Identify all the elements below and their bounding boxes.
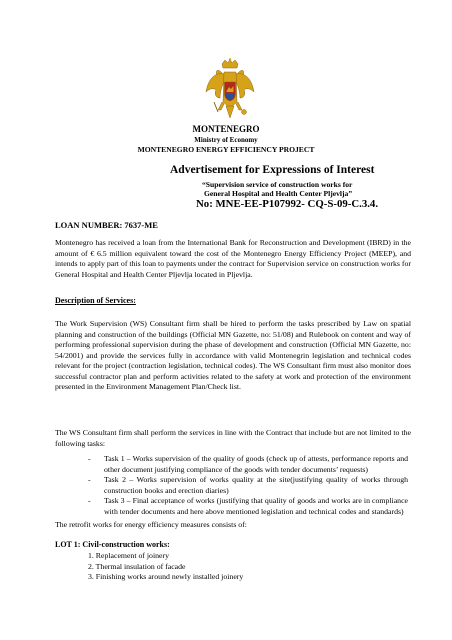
task-list (88, 454, 408, 517)
bullet-dash: - (88, 475, 91, 484)
task-text: Task 2 – Works supervision of works quality at the site(justifying quality of works through construction books and erection diaries) (104, 475, 408, 495)
task-item (88, 454, 408, 475)
intro-paragraph: Montenegro has received a loan from the International Bank for Reconstruction and Development (IBRD) in the amount of € 6.5 million equivalent toward the cost of the Montenegro Energy Efficiency Project (MEEP), and intends to apply part of this loan to payments under the contract for Supervision service on construction works for General Hospital and Health Center Pljevlja located in Pljevlja. (55, 238, 411, 279)
list-item: 2. Thermal insulation of facade (88, 561, 186, 571)
list-item: 1. Replacement of joinery (88, 551, 169, 560)
country-heading: MONTENEGRO (192, 124, 260, 134)
lot-1-list (88, 551, 243, 583)
task-item (88, 475, 408, 496)
advertisement-subtitle-line-1: “Supervision service of construction works for (202, 180, 353, 189)
bullet-dash: - (88, 454, 91, 463)
reference-number: No: MNE-EE-P107992- CQ-S-09-C.3.4. (196, 198, 379, 210)
services-heading: Description of Services: (55, 296, 136, 305)
lot-1-heading: LOT 1: Civil-construction works: (55, 540, 170, 549)
task-text: Task 1 – Works supervision of the quality of goods (check up of attests, performance reports and other document justifying compliance of the goods with tender documents’ requests) (104, 454, 408, 474)
advertisement-title: Advertisement for Expressions of Interest (170, 164, 375, 176)
ministry-heading: Ministry of Economy (194, 136, 258, 144)
bullet-dash: - (88, 496, 91, 505)
project-heading: MONTENEGRO ENERGY EFFICIENCY PROJECT (137, 145, 315, 154)
retrofit-intro: The retrofit works for energy efficiency measures consists of: (55, 520, 247, 529)
loan-number: LOAN NUMBER: 7637-ME (55, 220, 158, 230)
task-text: Task 3 – Final acceptance of works (justifying that quality of goods and works are in compliance with tender documents and here above mentioned legislation and technical codes and standards) (104, 496, 408, 516)
advertisement-subtitle-line-2: General Hospital and Health Center Pljevlja” (204, 189, 353, 198)
services-paragraph: The Work Supervision (WS) Consultant firm shall be hired to perform the tasks prescribed by Law on spatial planning and construction of the buildings (Official MN Gazette, no: 51/08) and Rulebook on content and way of performing professional supervision during the phase of development and construction (Official MN Gazette, no: 54/2001) and provide the services fully in accordance with valid Montenegrin legislation and technical codes relevant for the project (contraction legislation, technical codes). The WS Consultant firm must also monitor does successful contractor plan and perform activities related to the safety at work and protection of the environment presented in the Environment Management Plan/Check list. (55, 319, 411, 391)
montenegro-coat-of-arms-icon (204, 58, 256, 122)
list-item: 3. Finishing works around newly installed joinery (88, 572, 244, 581)
task-item (88, 496, 408, 517)
tasks-intro-paragraph: The WS Consultant firm shall perform the services in line with the Contract that include but are not limited to the following tasks: (55, 428, 411, 448)
